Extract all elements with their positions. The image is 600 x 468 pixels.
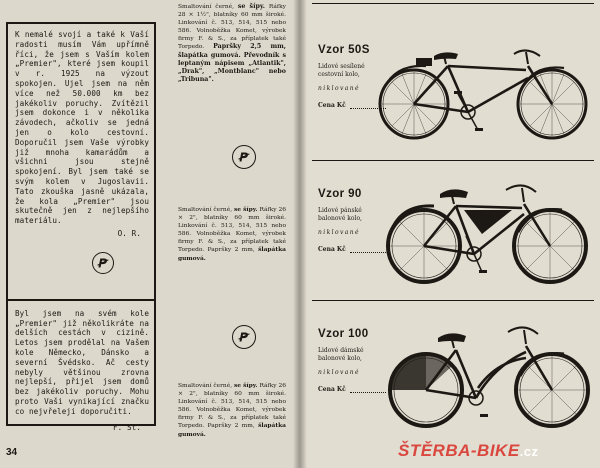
spec-bold: šlapátka gumová.: [178, 246, 286, 262]
spec-text: Ráfky 26 × 2", blatníky 60 mm široké. Linkování č. 513, 514, 515 nebo 586. Volnoběžka Komet, výrobek firmy F. & S., za příplatek také Torpedo. Papršky 2 mm,: [178, 207, 286, 254]
spec-bold: šlapátka gumová.: [178, 422, 286, 438]
model-description: Lidové dámské balonové kolo,: [318, 347, 364, 362]
model-100-block: [318, 328, 386, 393]
spec-bold: se šípy.: [237, 3, 266, 10]
price-label: Cena Kč: [318, 101, 346, 109]
page-number: 34: [6, 447, 18, 458]
model-description: Lidové pánské balonové kolo,: [318, 207, 362, 222]
bike-illustration-50s: [376, 48, 592, 146]
spec-model-50s: [178, 3, 286, 84]
watermark-brand: ŠTĚRBA-BIKE: [398, 441, 520, 460]
testimonial-text: Byl jsem na svém kole „Premier" již několikráte na delších cestách v cizině. Letos jsem prodělal na Vašem kole Německo, Dánsko a severní Švédsko. Ač cesty nebyly většinou zrovna nejlepší, přijel jsem domů bez jakékoliv poruchy. Mohu proto Vaši vynikající značku co nejvřeleji doporučiti.: [15, 308, 149, 416]
watermark: [398, 441, 539, 461]
bike-illustration-100: [386, 322, 592, 432]
price-label: Cena Kč: [318, 385, 346, 393]
testimonial-signature: O. R.: [117, 228, 141, 238]
testimonial-signature: F. St.: [112, 422, 141, 432]
premier-logo-icon: [232, 145, 256, 169]
logo-spacer: [15, 239, 149, 293]
premier-logo-icon: [232, 325, 256, 349]
spec-model-100: [178, 382, 286, 439]
row-divider: [312, 300, 594, 301]
row-divider: [312, 3, 594, 4]
spec-text: Smaltování černé,: [178, 4, 238, 10]
model-description: Lidové sesílené cestovní kolo,: [318, 63, 365, 78]
box-divider: [8, 299, 154, 301]
price-label: Cena Kč: [318, 245, 346, 253]
spec-text: Ráfky 28 × 1½", blatníky 60 mm široké. Linkování č. 513, 514, 515 nebo 586. Volnoběžka Komet, výrobek firmy F. & S., za příplatek také Torpedo.: [178, 4, 286, 51]
watermark-suffix: .cz: [519, 444, 539, 459]
model-finish: niklované: [318, 369, 360, 377]
bike-illustration-90: [382, 182, 592, 290]
spec-bold: se šípy.: [233, 382, 258, 389]
price-dots: [350, 386, 386, 393]
testimonial-text: K nemalé svojí a také k Vaší radosti musím Vám upřímně říci, že jsem s Vaším kolem „Premier", které jsem koupil v r. 1925 na výzout spokojen. Ujel jsem na něm více než 50.000 km bez jakékoliv poruchy. Zvítězil jsem dokonce i v několika závodech, ačkoliv se jedná jen o kolo cestovní. Doporučil jsem Vaše výrobky již mnoha kamarádům a všichni jsou stejně spokojení. Byl jsem také se svým kolem v Jugoslavii. Tato zkouška jasně ukázala, že kola „Premier" jsou skutečně jen z nejlepšího materiálu.: [15, 30, 149, 226]
price-dots: [350, 246, 386, 253]
premier-logo-icon: [92, 252, 114, 274]
model-price: [318, 246, 386, 254]
spec-model-90: [178, 206, 286, 263]
spec-text: Ráfky 26 × 2", blatníky 60 mm široké. Linkování č. 513, 514, 515 nebo 586. Volnoběžka Komet, výrobek firmy F. & S., za příplatek také Torpedo. Papršky 2 mm,: [178, 383, 286, 430]
testimonials-box: [6, 22, 156, 432]
model-90-block: [318, 188, 386, 253]
spec-text: Smaltování černé,: [178, 207, 234, 213]
model-name: Vzor 90: [318, 188, 362, 200]
spec-bold: se šípy.: [233, 206, 258, 213]
spec-bold: Papršky 2,5 mm, šlapátka gumová. Převodník s leptaným nápisem „Atlantik", „Drak", „Montblanc" nebo „Tribuna".: [178, 43, 286, 83]
model-finish: niklované: [318, 229, 360, 237]
model-price: [318, 386, 386, 394]
row-divider: [312, 160, 594, 161]
model-finish: niklované: [318, 85, 360, 93]
model-name: Vzor 50S: [318, 44, 370, 56]
spec-text: Smaltování černé,: [178, 383, 234, 389]
model-name: Vzor 100: [318, 328, 369, 340]
book-gutter: [293, 0, 307, 468]
